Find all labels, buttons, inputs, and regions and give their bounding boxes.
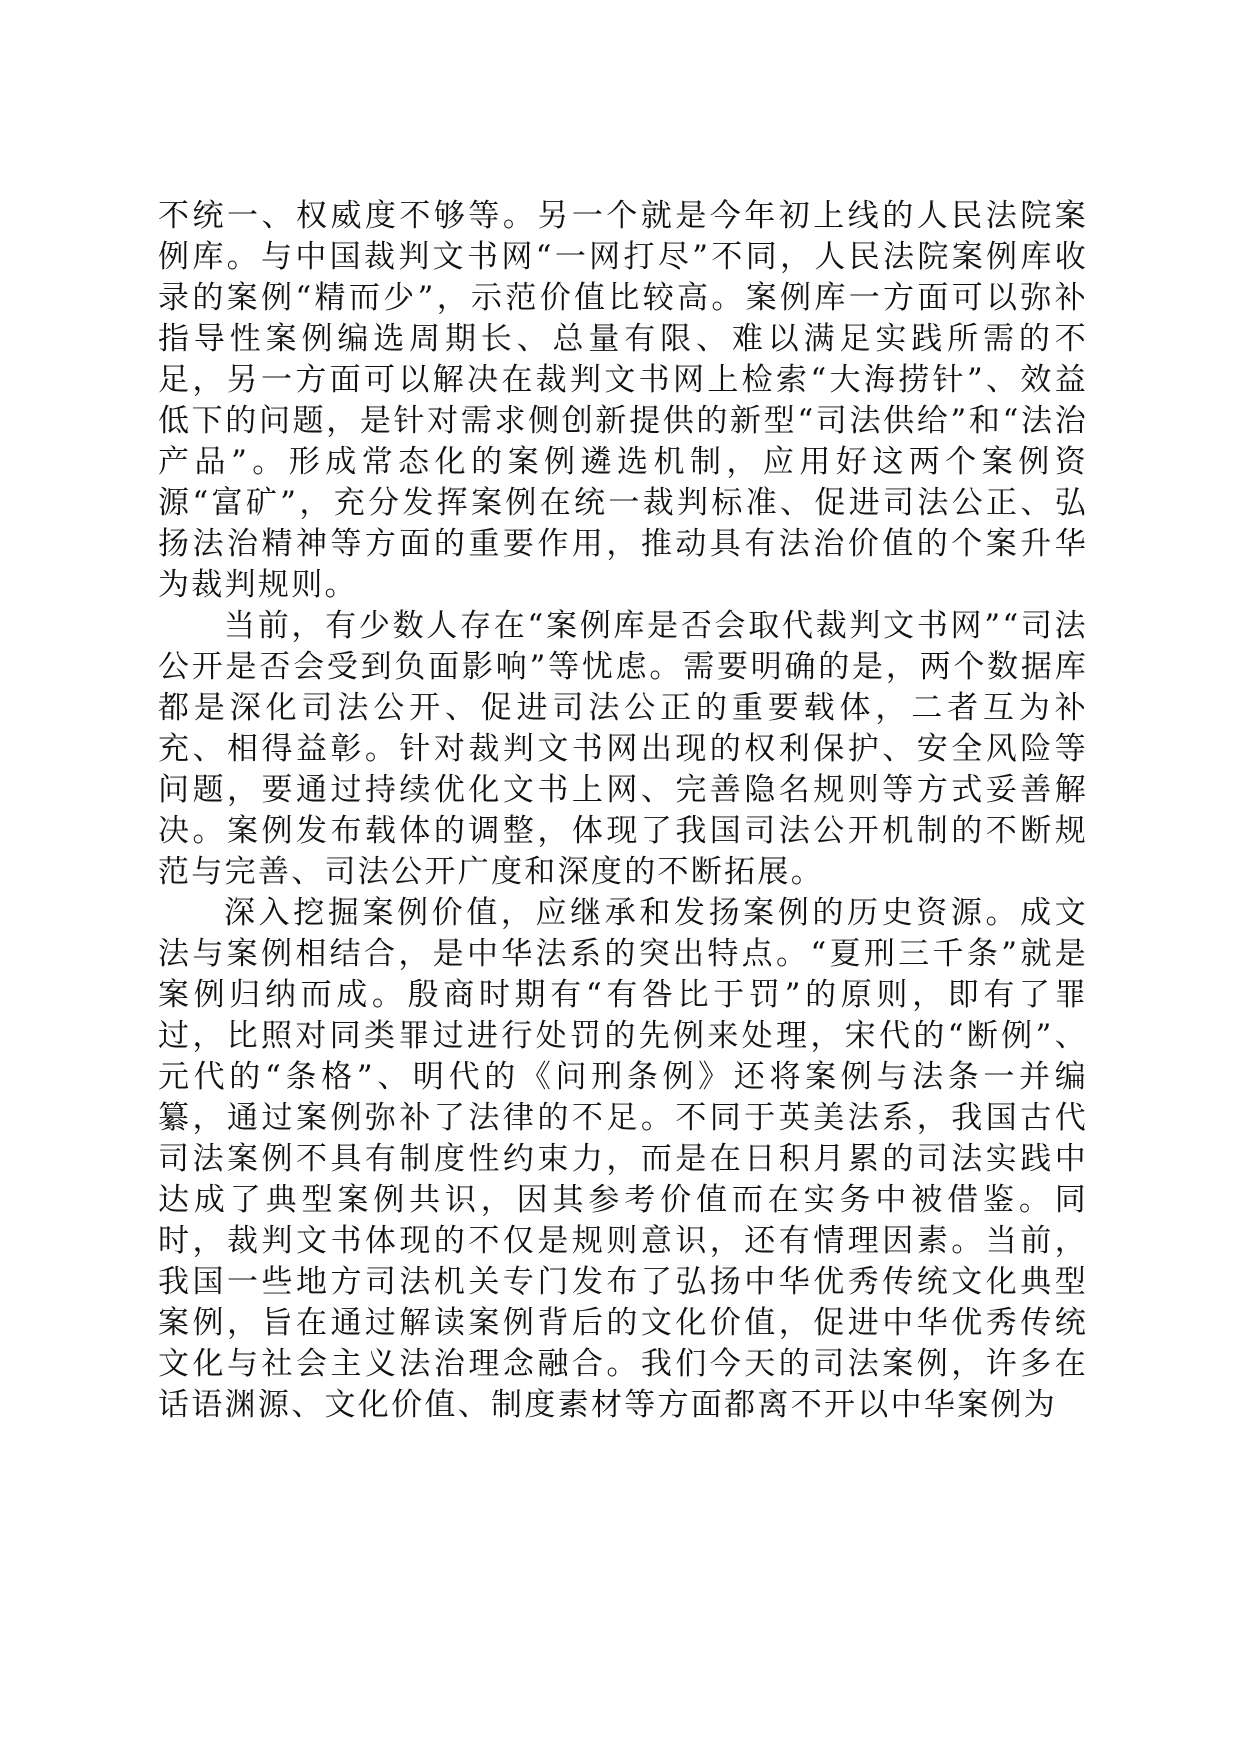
paragraph-3: 深入挖掘案例价值，应继承和发扬案例的历史资源。成文法与案例相结合，是中华法系的突出特点。“夏刑三千条”就是案例归纳而成。殷商时期有“有咎比于罚”的原则，即有了罪过，比照对同类罪过进行处罚的先例来处理，宋代的“断例”、元代的“条格”、明代的《问刑条例》还将案例与法条一并编纂，通过案例弥补了法律的不足。不同于英美法系，我国古代司法案例不具有制度性约束力，而是在日积月累的司法实践中达成了典型案例共识，因其参考价值而在实务中被借鉴。同时，裁判文书体现的不仅是规则意识，还有情理因素。当前，我国一些地方司法机关专门发布了弘扬中华优秀传统文化典型案例，旨在通过解读案例背后的文化价值，促进中华优秀传统文化与社会主义法治理念融合。我们今天的司法案例，许多在话语渊源、文化价值、制度素材等方面都离不开以中华案例为 — [158, 895, 1088, 1423]
paragraph-2: 当前，有少数人存在“案例库是否会取代裁判文书网”“司法公开是否会受到负面影响”等忧虑。需要明确的是，两个数据库都是深化司法公开、促进司法公正的重要载体，二者互为补充、相得益彰。针对裁判文书网出现的权利保护、安全风险等问题，要通过持续优化文书上网、完善隐名规则等方式妥善解决。案例发布载体的调整，体现了我国司法公开机制的不断规范与完善、司法公开广度和深度的不断拓展。 — [158, 608, 1088, 890]
paragraph-1: 不统一、权威度不够等。另一个就是今年初上线的人民法院案例库。与中国裁判文书网“一网打尽”不同，人民法院案例库收录的案例“精而少”，示范价值比较高。案例库一方面可以弥补指导性案例编选周期长、总量有限、难以满足实践所需的不足，另一方面可以解决在裁判文书网上检索“大海捞针”、效益低下的问题，是针对需求侧创新提供的新型“司法供给”和“法治产品”。形成常态化的案例遴选机制，应用好这两个案例资源“富矿”，充分发挥案例在统一裁判标准、促进司法公正、弘扬法治精神等方面的重要作用，推动具有法治价值的个案升华为裁判规则。 — [158, 198, 1088, 603]
article-body — [158, 196, 1088, 1426]
